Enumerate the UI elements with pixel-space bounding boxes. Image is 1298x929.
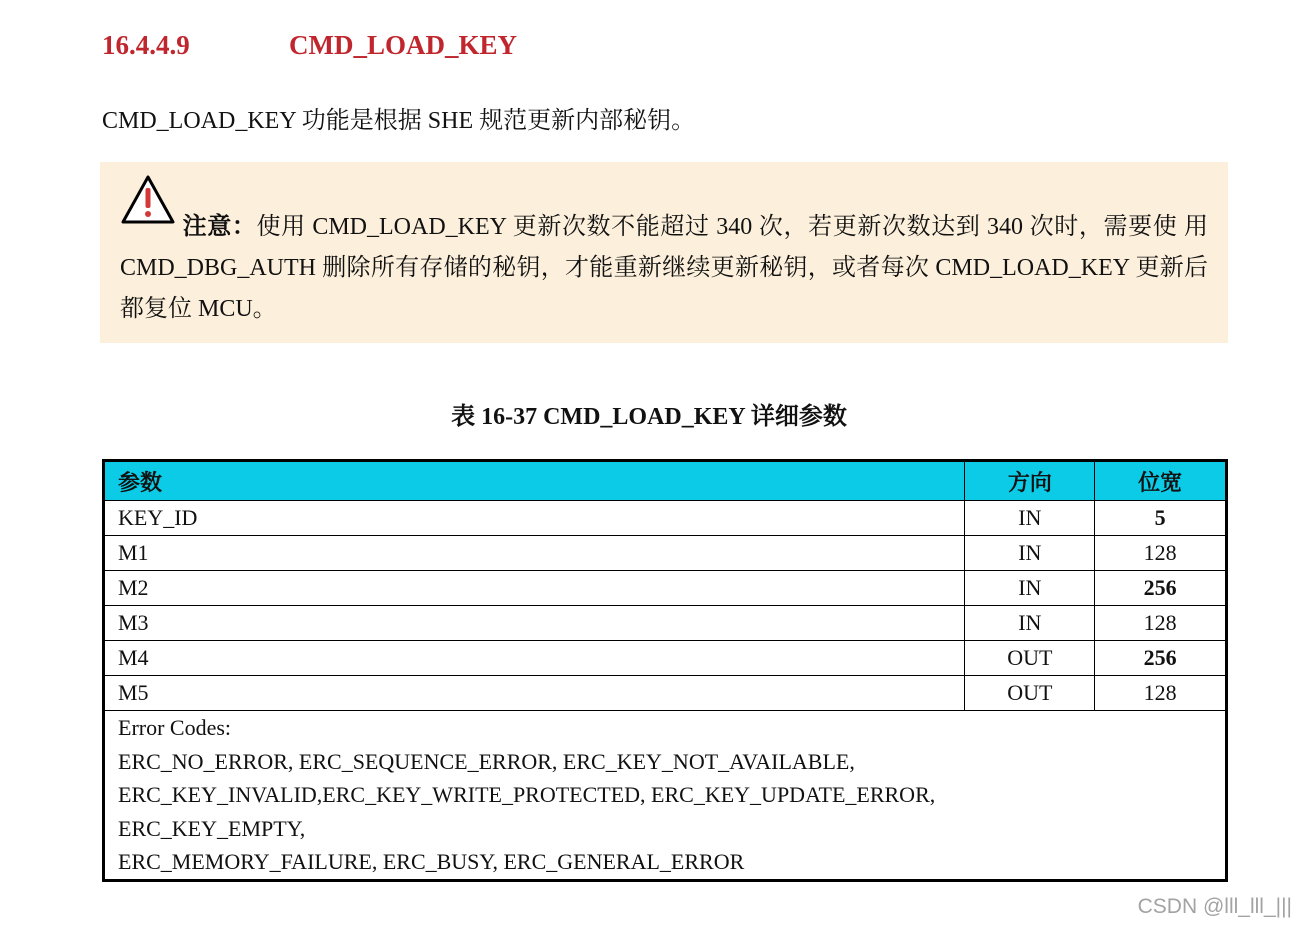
section-title: CMD_LOAD_KEY <box>289 30 517 60</box>
param-direction: OUT <box>965 641 1095 676</box>
param-direction: IN <box>965 501 1095 536</box>
table-header-row <box>104 461 1227 501</box>
header-width: 位宽 <box>1095 461 1227 501</box>
param-width: 128 <box>1095 606 1227 641</box>
param-direction: IN <box>965 536 1095 571</box>
header-direction: 方向 <box>965 461 1095 501</box>
note-body: 使用 CMD_LOAD_KEY 更新次数不能超过 340 次，若更新次数达到 340 次时，需要使 用 CMD_DBG_AUTH 删除所有存储的秘钥，才能重新继续更新秘钥，或者每次 CMD_LOAD_KEY 更新后都复位 MCU。 <box>120 214 1208 322</box>
param-width: 128 <box>1095 676 1227 711</box>
param-width: 256 <box>1095 641 1227 676</box>
table-row <box>104 501 1227 536</box>
error-codes-line: ERC_KEY_INVALID,ERC_KEY_WRITE_PROTECTED, ERC_KEY_UPDATE_ERROR, <box>118 782 936 807</box>
note-text <box>120 207 1208 330</box>
table-row <box>104 536 1227 571</box>
error-codes-row <box>104 711 1227 881</box>
param-name: M5 <box>104 676 965 711</box>
section-heading <box>102 30 517 61</box>
error-codes-line: ERC_NO_ERROR, ERC_SEQUENCE_ERROR, ERC_KEY_NOT_AVAILABLE, <box>118 748 855 774</box>
intro-paragraph: CMD_LOAD_KEY 功能是根据 SHE 规范更新内部秘钥。 <box>102 108 696 134</box>
note-box <box>100 162 1228 343</box>
header-param: 参数 <box>104 461 965 501</box>
param-width: 128 <box>1095 536 1227 571</box>
param-direction: IN <box>965 571 1095 606</box>
param-name: M2 <box>104 571 965 606</box>
table-row <box>104 571 1227 606</box>
param-name: M3 <box>104 606 965 641</box>
table-caption: 表 16-37 CMD_LOAD_KEY 详细参数 <box>451 404 847 430</box>
error-codes-cell <box>104 711 1227 881</box>
watermark: CSDN @lll_lll_||| <box>1137 895 1292 918</box>
param-width: 5 <box>1095 501 1227 536</box>
table-row <box>104 606 1227 641</box>
param-direction: IN <box>965 606 1095 641</box>
param-name: KEY_ID <box>104 501 965 536</box>
section-number: 16.4.4.9 <box>102 30 190 60</box>
param-direction: OUT <box>965 676 1095 711</box>
param-width: 256 <box>1095 571 1227 606</box>
note-label: 注意： <box>182 214 257 240</box>
parameters-table <box>102 459 1228 882</box>
param-name: M1 <box>104 536 965 571</box>
param-name: M4 <box>104 641 965 676</box>
error-codes-label: Error Codes: <box>118 715 232 740</box>
error-codes-line: ERC_MEMORY_FAILURE, ERC_BUSY, ERC_GENERAL_ERROR <box>118 849 745 874</box>
table-row <box>104 676 1227 711</box>
error-codes-line: ERC_KEY_EMPTY, <box>118 815 306 841</box>
table-row <box>104 641 1227 676</box>
